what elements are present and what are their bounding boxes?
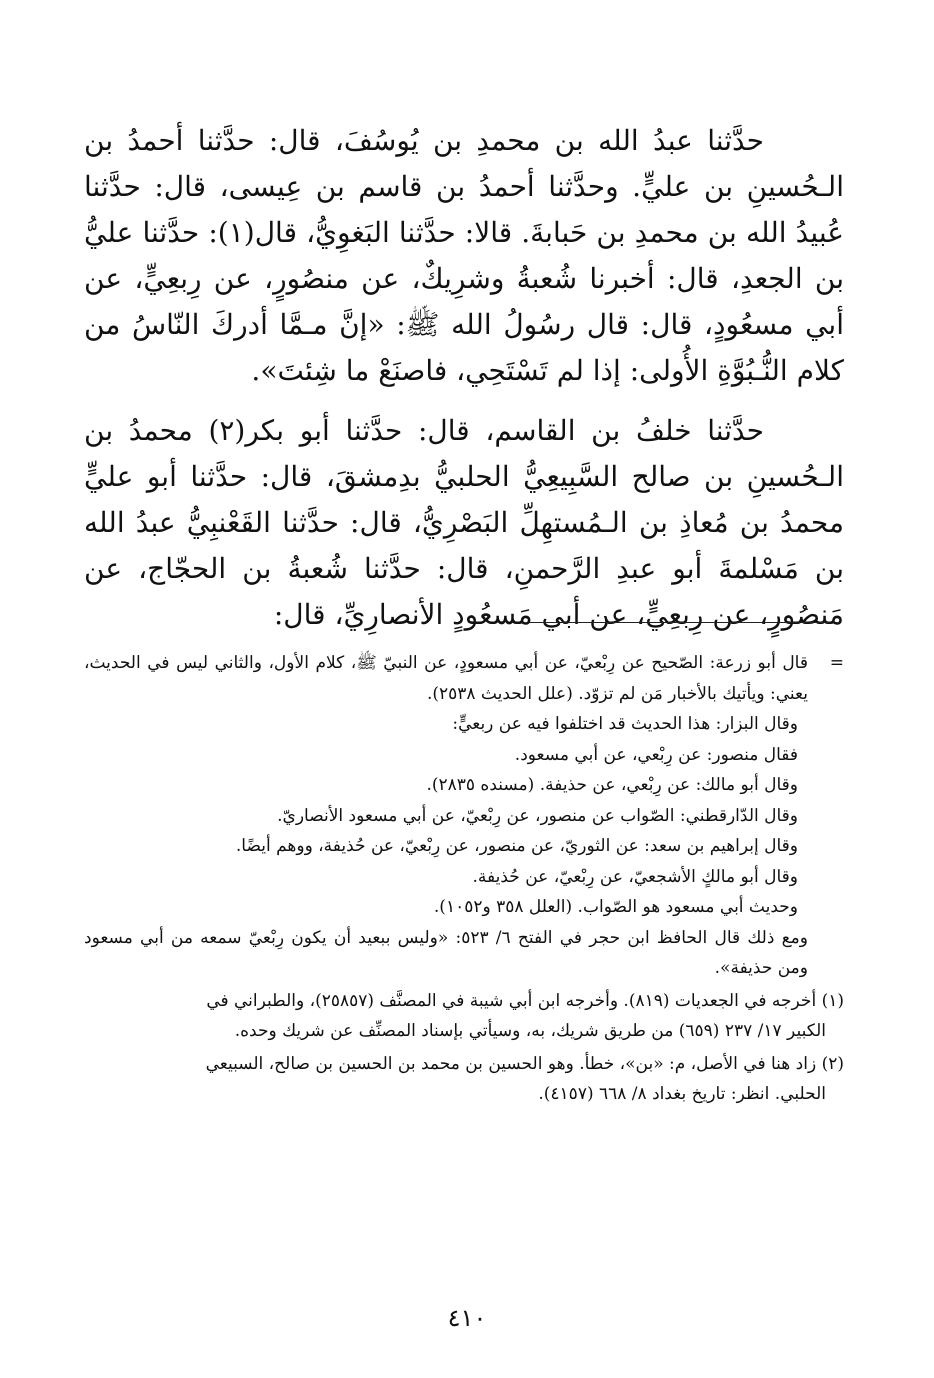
footnotes: [84, 648, 844, 1110]
footnote-continuation-line: وقال أبو مالكٍ الأشجعيّ، عن رِبْعيّ، عن حُذيفة.: [472, 866, 798, 887]
footnote-continuation-line: ومع ذلك قال الحافظ ابن حجر في الفتح ٦/ ٥٢٣: «وليس ببعيد أن يكون رِبْعيّ سمعه من أبي مسعود ومن حذيفة».: [84, 927, 808, 978]
footnote-continuation-line: وقال البزار: هذا الحديث قد اختلفوا فيه عن ربعيٍّ:: [452, 714, 798, 734]
footnote-continuation-line: فقال منصور: عن رِبْعي، عن أبي مسعود.: [514, 744, 798, 765]
footnote-1-continued: الكبير ١٧/ ٢٣٧ (٦٥٩) من طريق شريك، به، وسيأتي بإسناد المصنِّف عن شريك وحده.: [234, 1021, 826, 1041]
footnote-1: [84, 986, 844, 1017]
footnote-text: زاد هنا في الأصل، م: «بن»، خطأ. وهو الحسين بن محمد بن الحسين بن صالح، السبيعي: [205, 1053, 817, 1074]
main-text: [84, 118, 844, 652]
footnote-2: [84, 1049, 844, 1080]
footnote-number: (١): [821, 990, 844, 1011]
footnote-text: أخرجه في الجعديات (٨١٩). وأخرجه ابن أبي شيبة في المصنَّف (٢٥٨٥٧)، والطبراني في: [206, 990, 817, 1011]
footnote-continuation-line: وقال إبراهيم بن سعد: عن الثوريّ، عن منصور، عن رِبْعيّ، عن حُذيفة، ووهم أيضًا.: [235, 836, 798, 856]
footnote-continuation-line: وقال الدّارقطني: الصّواب عن منصور، عن رِبْعيّ، عن أبي مسعود الأنصاريّ.: [277, 805, 798, 826]
footnote-separator: [530, 622, 830, 623]
footnote-continuation-line: [84, 648, 844, 709]
footnote-text: قال أبو زرعة: الصّحيح عن رِبْعيّ، عن أبي مسعودٍ، عن النبيّ ﷺ، كلام الأول، والثاني ليس في الحديث، يعني: ويأتيك بالأخبار مَن لم تزوّد. (علل الحديث ٢٥٣٨).: [84, 653, 808, 704]
footnote-2-continued: الحلبي. انظر: تاريخ بغداد ٨/ ٦٦٨ (٤١٥٧).: [538, 1084, 826, 1104]
hadith-paragraph: حدَّثنا عبدُ الله بن محمدِ بن يُوسُفَ، قال: حدَّثنا أحمدُ بن الـحُسينِ بن عليٍّ. وحدَّثنا أحمدُ بن قاسم بن عِيسى، قال: حدَّثنا عُبيدُ الله بن محمدِ بن حَبابةَ. قالا: حدَّثنا البَغوِيُّ، قال(١): حدَّثنا عليُّ بن الجعدِ، قال: أخبرنا شُعبةُ وشرِيكٌ، عن منصُورٍ، عن رِبعِيٍّ، عن أبي مسعُودٍ، قال: قال رسُولُ الله ﷺ: «إنَّ مـمَّا أدركَ النّاسُ من كلام النُّـبُوَّةِ الأُولى: إذا لم تَسْتَحِي، فاصنَعْ ما شِئتَ».: [84, 124, 844, 387]
hadith-paragraph: حدَّثنا خلفُ بن القاسم، قال: حدَّثنا أبو بكر(٢) محمدُ بن الـحُسينِ بن صالح السَّبِيعِيُّ الحلبيُّ بدِمشقَ، قال: حدَّثنا أبو عليٍّ محمدُ بن مُعاذِ بن الـمُستهِلِّ البَصْرِيُّ، قال: حدَّثنا القَعْنبِيُّ عبدُ الله بن مَسْلمةَ أبو عبدِ الرَّحمنِ، قال: حدَّثنا شُعبةُ بن الحجّاج، عن مَنصُورٍ، عن رِبعِيٍّ، عن أبي مَسعُودٍ الأنصارِيِّ، قال:: [84, 414, 844, 631]
page-number: ٤١٠: [447, 1304, 487, 1332]
continuation-marker: =: [829, 653, 844, 673]
footnote-continuation-line: وحديث أبي مسعود هو الصّواب. (العلل ٣٥٨ و١٠٥٢).: [433, 897, 798, 917]
footnote-number: (٢): [821, 1053, 844, 1074]
footnote-continuation-line: وقال أبو مالك: عن رِبْعي، عن حذيفة. (مسنده ٢٨٣٥).: [426, 775, 798, 795]
